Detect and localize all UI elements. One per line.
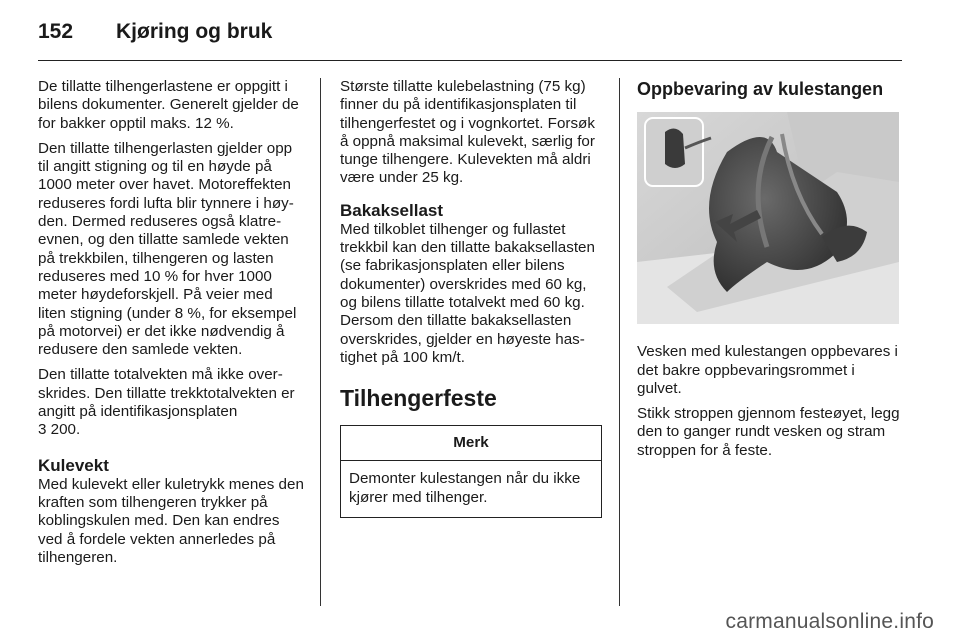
note-text: Demonter kulestangen når du ikke kjører med tilhenger. <box>349 470 581 506</box>
paragraph: De tillatte tilhengerlastene er oppgitt i bilens dokumenter. Generelt gjelder de for bakker opptil maks. 12 %. <box>38 78 299 132</box>
paragraph: Med kulevekt eller kuletrykk menes den kraften som tilhengeren trykker på koblingskulen med. Den kan endres ved å fordele vekten annerledes på tilhengeren. <box>38 475 304 566</box>
page-header <box>38 20 272 44</box>
paragraph: Største tillatte kulebelastning (75 kg) finner du på identifikasjonsplaten til tilhengerfestet og i vognkortet. Forsøk å oppnå maksimal kulevekt, særlig for tunge tilhengere. Kulevekten må aldri være under 25 kg. <box>340 78 595 187</box>
column-2 <box>340 78 604 518</box>
paragraph: Den tillatte tilhengerlasten gjelder opp til angitt stigning og til en høyde på 1000 meter over havet. Motoreffekten reduseres fordi lufta blir tynnere i høyden. Dermed reduseres også klatreevnen, og den tillatte samlede vekten på trekkbilen, tilhengeren og lasten reduseres med 10 % for hver 1000 meter høydeforskjell. På veier med liten stigning (under 8 %, for eksempel på motorvei) er det ikke nødvendig å redusere den samlede vekten. <box>38 139 297 359</box>
column-1 <box>38 78 304 574</box>
section-heading-oppbevaring: Oppbevaring av kulestangen <box>637 79 884 99</box>
note-box <box>340 425 602 518</box>
column-divider <box>619 78 620 606</box>
paragraph-text: Den tillatte totalvekten må ikke overskrides. Den tillatte trekktotalvekten er angitt på identifikasjonsplaten <box>38 366 295 421</box>
paragraph: Med tilkoblet tilhenger og fullastet trekkbil kan den tillatte bakaksellasten (se fabrikasjonsplaten eller bilens dokumenter) overskrides med 60 kg, og bilens tillatte totalvekt med 60 kg. Dersom den tillatte bakaksellasten overskrides, gjelder en høyeste hastighet på 100 km/t. <box>340 220 595 366</box>
column-divider <box>320 78 321 606</box>
paragraph <box>38 366 304 439</box>
page-number: 152 <box>38 20 74 43</box>
chapter-title: Kjøring og bruk <box>116 20 273 43</box>
watermark: carmanualsonline.info <box>725 610 934 633</box>
section-heading-tilhengerfeste: Tilhengerfeste <box>340 385 497 412</box>
section-heading-bakaksellast: Bakaksellast <box>340 200 444 220</box>
page-reference: 3 200. <box>38 421 81 439</box>
header-rule <box>38 60 902 61</box>
section-heading-kulevekt: Kulevekt <box>38 455 109 475</box>
paragraph: Vesken med kulestangen oppbevares i det bakre oppbevaringsrommet i gulvet. <box>637 343 898 397</box>
note-title: Merk <box>341 426 601 461</box>
column-3 <box>637 78 901 467</box>
paragraph: Stikk stroppen gjennom festeøyet, legg den to ganger rundt vesken og stram stroppen for å feste. <box>637 405 900 459</box>
towbar-bag-photo <box>637 112 899 324</box>
